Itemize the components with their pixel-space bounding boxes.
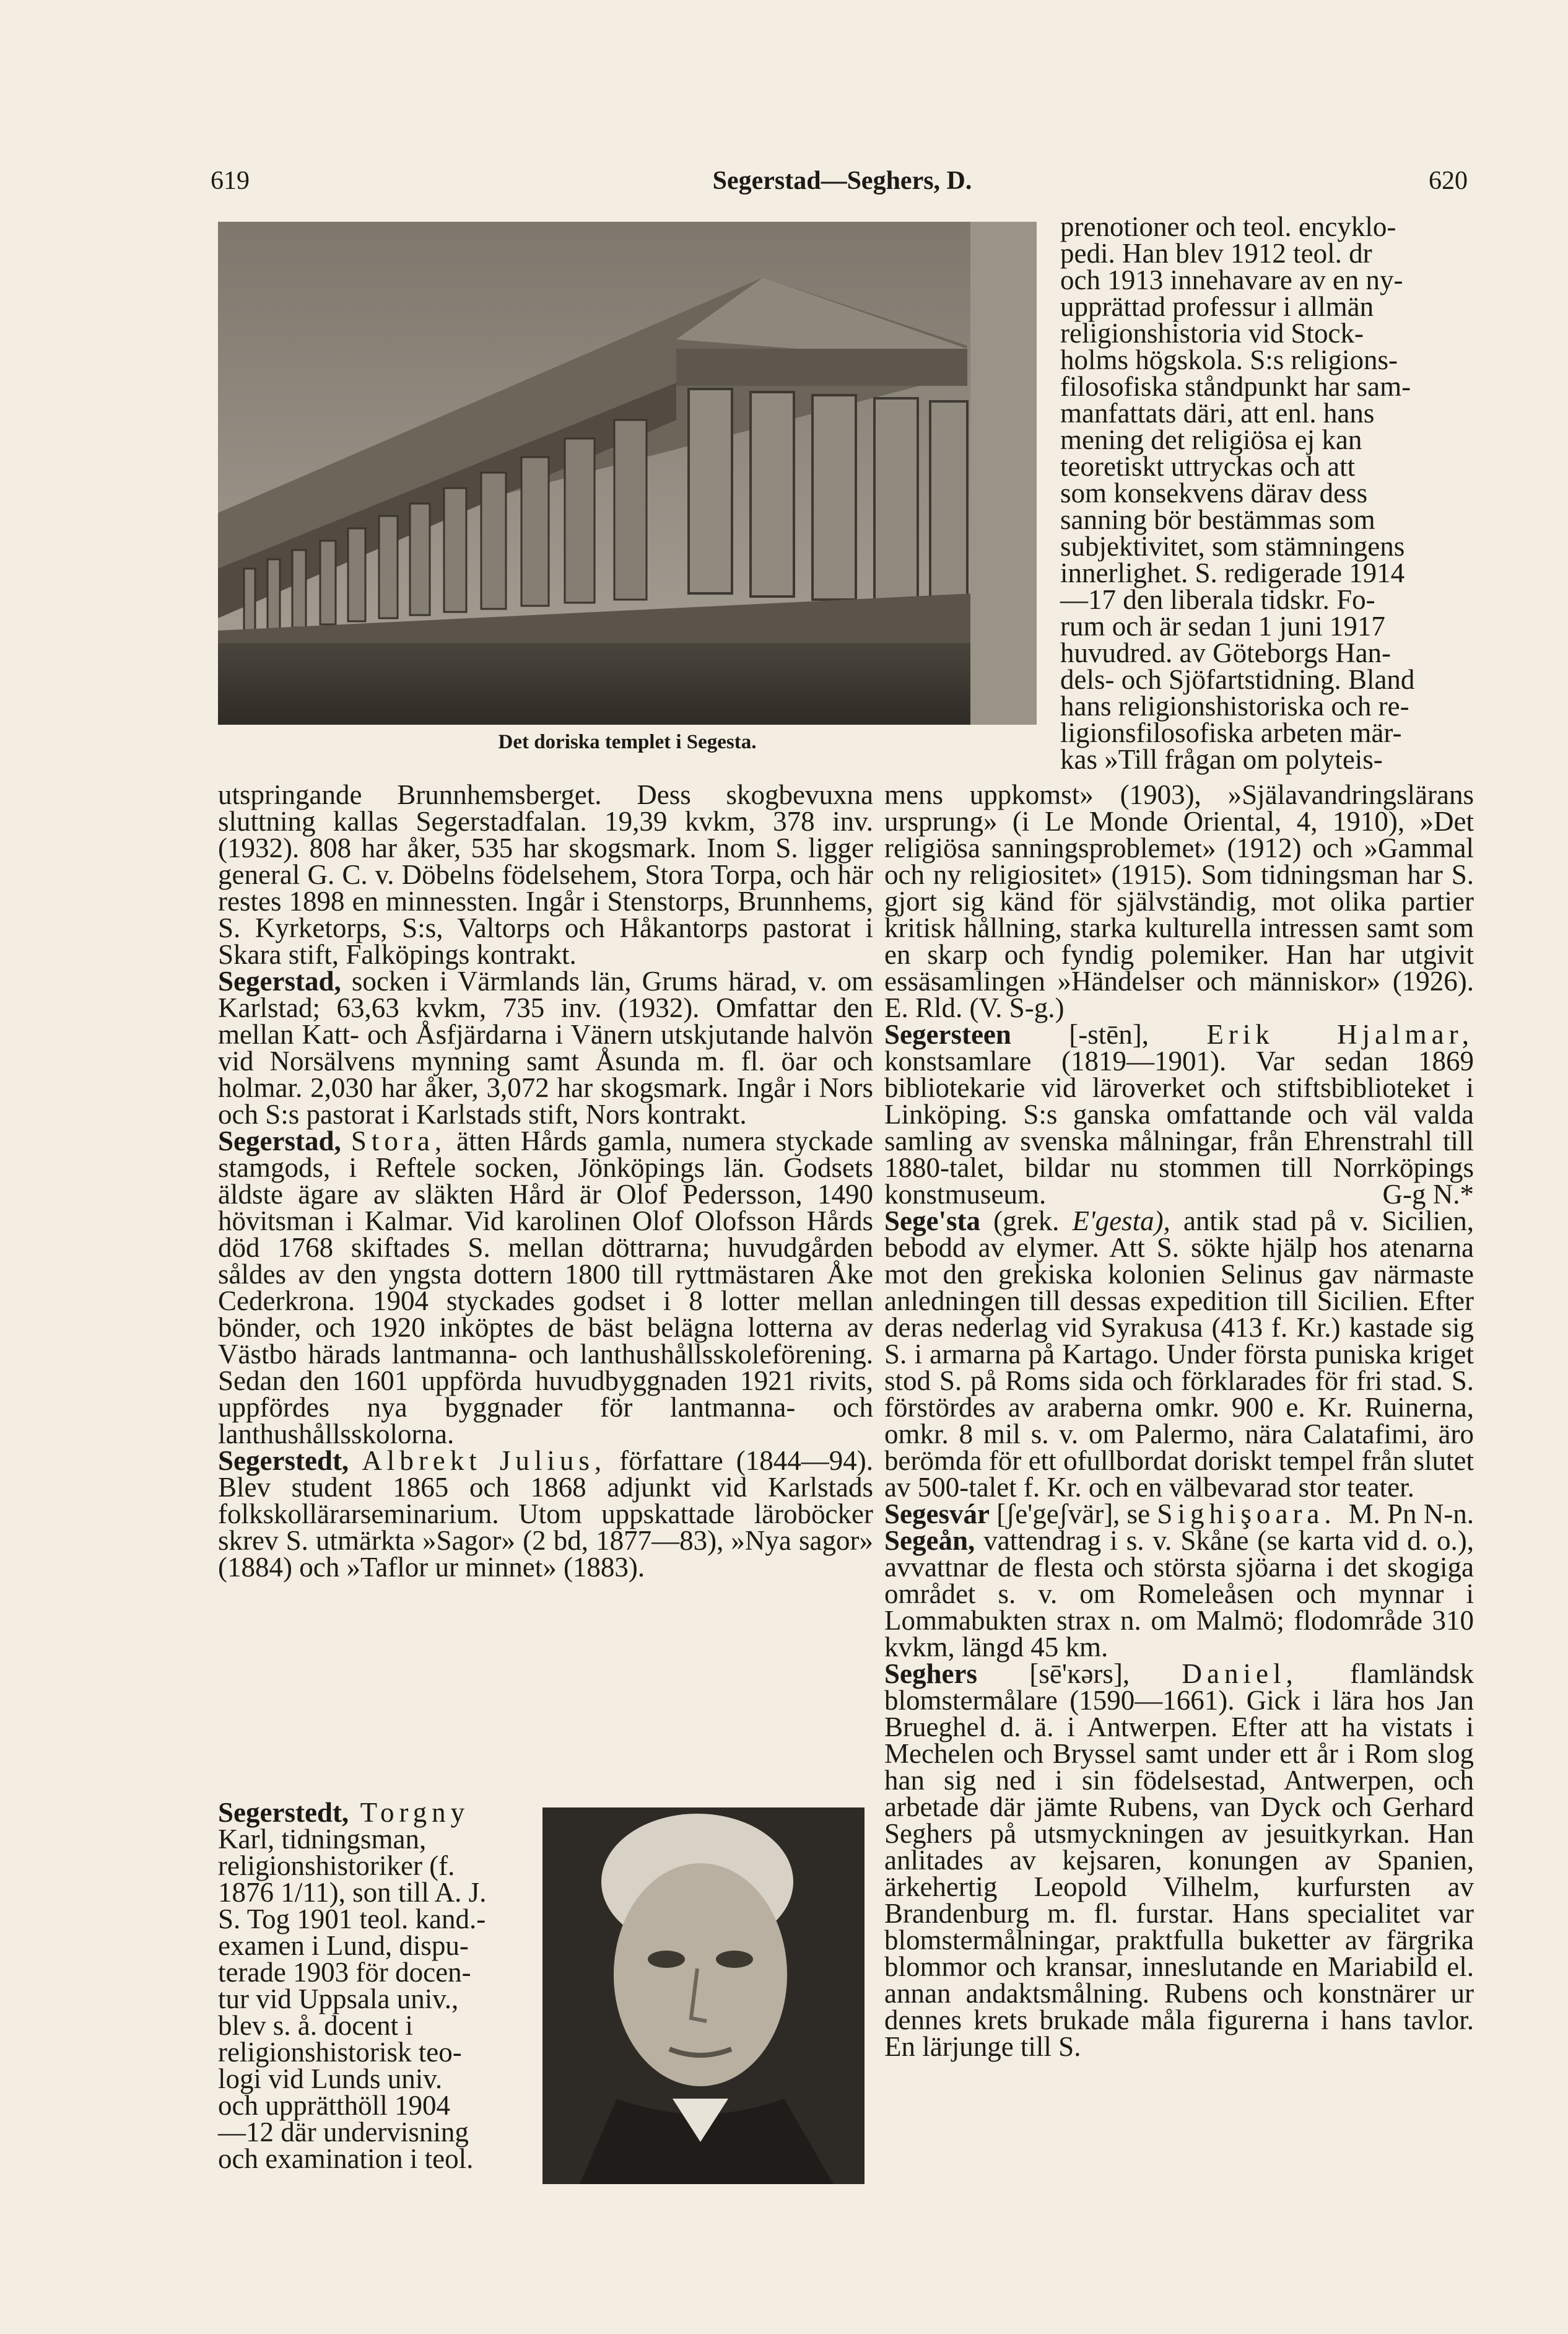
portrait-illustration xyxy=(542,1807,865,2184)
entry-segersteen xyxy=(884,1021,1474,1208)
entry-body: författare (1844—94). Blev student 1865 och 1868 adjunkt vid Karlstads folkskollärarseminarium. Utom uppskattade läroböcker skrev S. utmärkta »Sagor» (2 bd, 1877—83), »Nya sagor» (1884) och »Taflor ur minnet» (1883). xyxy=(218,1445,874,1583)
entry-italic: E'gesta), xyxy=(1072,1205,1170,1236)
right-top-line: som konsekvens därav dess xyxy=(1060,478,1368,509)
right-top-line: huvudred. av Göteborgs Han- xyxy=(1060,637,1392,668)
entry-headword: Segerstad, xyxy=(218,966,341,997)
right-top-line: mening det religiösa ej kan xyxy=(1060,424,1362,455)
left-column xyxy=(218,779,874,1583)
entry-pronunciation: [sē'ĸərs], xyxy=(1029,1658,1130,1689)
torgny-line: blev s. å. docent i xyxy=(218,2010,413,2041)
entry-headword: Segeån, xyxy=(884,1525,975,1556)
entry-segean xyxy=(884,1525,1474,1663)
entry-spaced-name: Sighişoara. xyxy=(1157,1498,1336,1529)
right-top-line: —17 den liberala tidskr. Fo- xyxy=(1060,584,1375,615)
right-column xyxy=(884,779,1474,2062)
right-top-line: manfattats däri, att enl. hans xyxy=(1060,398,1375,429)
torgny-line: och upprätthöll 1904 xyxy=(218,2090,450,2121)
entry-body: antik stad på v. Sicilien, bebodd av elymer. Att S. sökte hjälp hos atenarna mot den grekiska kolonien Selinus gav närmaste anledningen till dessas expedition till Sicilien. Efter deras nederlag vid Syrakusa (413 f. Kr.) kastade sig S. i armarna på Kartago. Under första puniska kriget stod S. på Roms sida och förklarades för fri stad. S. förstördes av araberna omkr. 900 e. Kr. Ruinerna, omkr. 8 mil s. v. om Palermo, nära Calatafimi, äro berömda för ett ofullbordat doriskt tempel från slutet av 500-talet f. Kr. och en välbevarad stor teater. xyxy=(884,1205,1474,1503)
entry-body: [ʃe'geʃvär], se xyxy=(996,1498,1151,1529)
entry-headword: Sege'sta xyxy=(884,1205,980,1236)
right-top-line: ligionsfilosofiska arbeten mär- xyxy=(1060,717,1402,748)
entry-seghers xyxy=(884,1658,1474,2062)
entry-body: konstsamlare (1819—1901). Var sedan 1869 bibliotekarie vid läroverket och stiftsbiblioteket i Linköping. S:s ganska omfattande och väl valda samling av svenska målningar, från Ehrenstrahl till 1880-talet, bildar nu stommen till Norrköpings konstmuseum. xyxy=(884,1046,1474,1210)
right-top-line: rum och är sedan 1 juni 1917 xyxy=(1060,611,1385,642)
temple-caption: Det doriska templet i Segesta. xyxy=(498,731,757,753)
entry-spaced-name: Torgny xyxy=(349,1797,470,1828)
torgny-line: logi vid Lunds univ. xyxy=(218,2063,443,2094)
right-top-line: subjektivitet, som stämningens xyxy=(1060,531,1405,562)
entry-headword: Segesvár xyxy=(884,1498,990,1529)
paragraph: mens uppkomst» (1903), »Själavandringslärans ursprung» (i Le Monde Oriental, 4, 1910), »Det religiösa sanningsproblemet» (1912) och »Gammal och ny religiositet» (1915). Som tidningsman har S. gjort sig känd för självständig, mot olika partier kritisk hållning, starka kulturella intressen samt som en skarp och fyndig polemiker. Han har utgivit essäsamlingen »Händelser och människor» (1926). E. Rld. (V. S-g.) xyxy=(884,779,1474,1023)
torgny-line: examen i Lund, dispu- xyxy=(218,1930,469,1961)
page-number-left: 619 xyxy=(211,167,250,195)
entry-body: (grek. xyxy=(993,1205,1060,1236)
right-top-line: dels- och Sjöfartstidning. Bland xyxy=(1060,664,1415,695)
right-top-line: prenotioner och teol. encyklo- xyxy=(1060,211,1396,242)
entry-spaced-name: Daniel, xyxy=(1182,1658,1298,1689)
entry-headword: Segerstad, xyxy=(218,1125,341,1156)
entry-segerstad-varmland xyxy=(218,968,873,1128)
author-signature: G-g N.* xyxy=(1382,1179,1474,1210)
torgny-line: tur vid Uppsala univ., xyxy=(218,1983,459,2014)
temple-photo xyxy=(218,222,1037,725)
running-title: Segerstad—Seghers, D. xyxy=(712,167,972,195)
entry-spaced-name: Erik Hjalmar, xyxy=(1206,1019,1474,1050)
entry-pronunciation: [-stēn], xyxy=(1069,1019,1149,1050)
right-top-line: kas »Till frågan om polyteis- xyxy=(1060,744,1383,775)
torgny-line: —12 där undervisning xyxy=(218,2117,469,2148)
paragraph: utspringande Brunnhemsberget. Dess skogbevuxna sluttning kallas Segerstadfalan. 19,39 kvkm, 378 inv. (1932). 808 har åker, 535 har skogsmark. Inom S. ligger general G. C. v. Döbelns födelsehem, Stora Torpa, och här restes 1898 en minnessten. Ingår i Stenstorps, Brunnhems, S. Kyrketorps, S:s, Valtorps och Håkantorps pastorat i Skara stift, Falköpings kontrakt. xyxy=(218,779,873,970)
torgny-line: S. Tog 1901 teol. kand.- xyxy=(218,1903,486,1934)
right-column-top xyxy=(1060,211,1474,775)
torgny-line: religionshistorisk teo- xyxy=(218,2037,462,2068)
entry-body: socken i Värmlands län, Grums härad, v. om Karlstad; 63,63 kvkm, 735 inv. (1932). Omfattar den mellan Katt- och Åsfjärdarna i Vänern utskjutande halvön vid Norsälvens mynning samt Åsunda m. fl. öar och holmar. 2,030 har åker, 3,072 har skogsmark. Ingår i Nors och S:s pastorat i Karlstads stift, Nors kontrakt. xyxy=(218,966,873,1130)
entry-headword: Segerstedt, xyxy=(218,1797,349,1828)
temple-illustration xyxy=(218,222,1037,725)
entry-body: vattendrag i s. v. Skåne (se karta vid d. o.), avvattnar de flesta och största sjöarna i det skogiga området s. v. om Romeleåsen och mynnar i Lommabukten strax n. om Malmö; flodområde 310 kvkm, längd 45 km. xyxy=(884,1525,1474,1663)
entry-segerstad-stora xyxy=(218,1125,874,1449)
entry-headword: Seghers xyxy=(884,1658,977,1689)
author-signature: M. Pn N-n. xyxy=(1348,1498,1474,1529)
entry-headword: Segersteen xyxy=(884,1019,1011,1050)
right-top-line: religionshistoria vid Stock- xyxy=(1060,318,1364,349)
entry-headword: Segerstedt, xyxy=(218,1445,349,1476)
right-top-line: upprättad professur i allmän xyxy=(1060,291,1374,322)
torgny-line: 1876 1/11), son till A. J. xyxy=(218,1877,487,1908)
entry-body: flamländsk blomstermålare (1590—1661). Gick i lära hos Jan Brueghel d. ä. i Antwerpen. Efter att ha vistats i Mechelen och Bryssel samt under ett år i Rom slog han sig ned i sin födelsestad, Antwerpen, och arbetade där jämte Rubens, van Dyck och Gerhard Seghers på utsmyckningen av jesuitkyrkan. Han anlitades av kejsaren, konungen av Spanien, ärkehertig Leopold Vilhelm, kurfursten av Brandenburg m. fl. furstar. Hans specialitet var blomstermålningar, praktfulla buketter av färgrika blommor och kransar, inneslutande en Mariabild el. annan andaktsmålning. Rubens och konstnärer ur dennes krets brukade måla figurerna i hans tavlor. En lärjunge till S. xyxy=(884,1658,1474,2062)
right-top-line: och 1913 innehavare av en ny- xyxy=(1060,264,1403,295)
torgny-line: religionshistoriker (f. xyxy=(218,1850,455,1881)
entry-spaced-name: Stora, xyxy=(351,1125,447,1156)
torgny-line: Karl, tidningsman, xyxy=(218,1824,427,1855)
entry-segerstedt-torgny xyxy=(218,1799,528,2172)
right-top-line: pedi. Han blev 1912 teol. dr xyxy=(1060,238,1372,269)
torgny-line: terade 1903 för docen- xyxy=(218,1957,471,1988)
right-top-line: sanning bör bestämmas som xyxy=(1060,504,1375,535)
entry-segerstedt-albrekt xyxy=(218,1445,874,1583)
entry-body: ätten Hårds gamla, numera styckade stamgods, i Reftele socken, Jönköpings län. Godsets äldste ägare av släkten Hård är Olof Pedersson, 1490 hövitsman i Kalmar. Vid karolinen Olof Olofsson Hårds död 1768 skiftades S. mellan döttrarna; huvudgården såldes av den yngsta dottern 1800 till ryttmästaren Åke Cederkrona. 1904 styckades godset i 8 lotter mellan bönder, och 1920 inköptes de bäst belägna lotterna av Västbo härads lantmanna- och lanthushållsskoleförening. Sedan den 1601 uppförda huvudbyggnaden 1921 rivits, uppfördes nya byggnader för lantmanna- och lanthushållsskolorna. xyxy=(218,1125,874,1449)
right-top-line: hans religionshistoriska och re- xyxy=(1060,691,1409,722)
torgny-line: och examination i teol. xyxy=(218,2143,474,2174)
right-top-line: teoretiskt uttryckas och att xyxy=(1060,451,1356,482)
portrait-photo xyxy=(542,1807,865,2184)
right-top-line: innerlighet. S. redigerade 1914 xyxy=(1060,557,1405,588)
right-top-line: holms högskola. S:s religions- xyxy=(1060,344,1398,375)
entry-spaced-name: Albrekt Julius, xyxy=(362,1445,607,1476)
right-top-line: filosofiska ståndpunkt har sam- xyxy=(1060,371,1411,402)
torgny-line xyxy=(218,1799,528,1826)
page-number-right: 620 xyxy=(1429,167,1468,195)
